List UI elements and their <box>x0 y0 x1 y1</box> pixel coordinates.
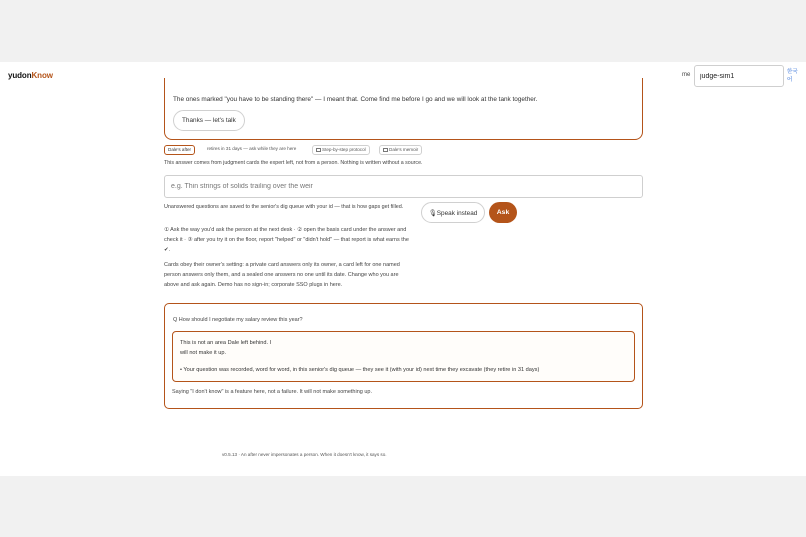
book-icon <box>383 148 388 152</box>
speak-instead-label: Speak instead <box>436 209 478 217</box>
footer-text: v0.5.13 · An after never impersonates a person. When it doesn't know, it says so. <box>222 452 387 457</box>
memoir-chip[interactable] <box>379 145 422 155</box>
user-question: Q How should I negotiate my salary review this year? <box>173 317 303 323</box>
protocol-chip[interactable] <box>312 145 370 155</box>
how-to-steps: ① Ask the way you'd ask the person at the next desk · ② open the basis card under the answer and check it · ③ after you try it on the floor, report "helped" or "didn't hold" — that report is what earns the ✔. <box>164 227 409 253</box>
dales-after-chip[interactable]: Dale's after <box>164 145 195 155</box>
language-toggle-link[interactable]: 한국어 <box>787 69 798 83</box>
memoir-chip-label: Dale's memoir <box>389 147 419 152</box>
question-input[interactable] <box>164 175 643 198</box>
answer-text: This is not an area Dale left behind. I will not make it up. <box>180 340 272 356</box>
queue-status: • Your question was recorded, word for word, in this senior's dig queue — they see it (with your id) next time they excavate (they retire in 31 days) <box>180 367 540 373</box>
user-id-input[interactable] <box>694 65 784 87</box>
retire-notice: retires in 31 days — ask while they are here <box>204 145 299 155</box>
thanks-lets-talk-button[interactable]: Thanks — let's talk <box>173 110 245 131</box>
conversation-card <box>164 303 643 409</box>
dont-know-note: Saying "I don't know" is a feature here, not a failure. It will not make something up. <box>172 389 373 395</box>
card-permissions-note: Cards obey their owner's setting: a private card answers only its owner, a card left for one named person answers only them, and a sealed one answers no one until its date. Change who you are above and ask again. Demo has no sign-in; corporate SSO plugs in here. <box>164 262 400 288</box>
me-label: me <box>682 72 691 78</box>
logo-text-part2: Know <box>31 71 53 80</box>
protocol-chip-label: Step-by-step protocol <box>322 147 366 152</box>
logo-text-part1: yudon <box>8 71 32 80</box>
expert-reply-card <box>164 78 643 140</box>
app-window <box>0 62 806 476</box>
microphone-icon: 🎙 <box>428 209 437 217</box>
ask-button[interactable]: Ask <box>489 202 517 223</box>
list-icon <box>316 148 321 152</box>
source-disclaimer: This answer comes from judgment cards the expert left, not from a person. Nothing is written without a source. <box>164 160 423 166</box>
speak-instead-button[interactable] <box>421 202 485 223</box>
saved-questions-note: Unanswered questions are saved to the senior's dig queue with your id — that is how gaps get filled. <box>164 204 404 210</box>
logo <box>8 71 53 80</box>
expert-reply-text: The ones marked "you have to be standing there" — I meant that. Come find me before I go and we will look at the tank together. <box>173 96 538 103</box>
answer-box <box>172 331 635 382</box>
